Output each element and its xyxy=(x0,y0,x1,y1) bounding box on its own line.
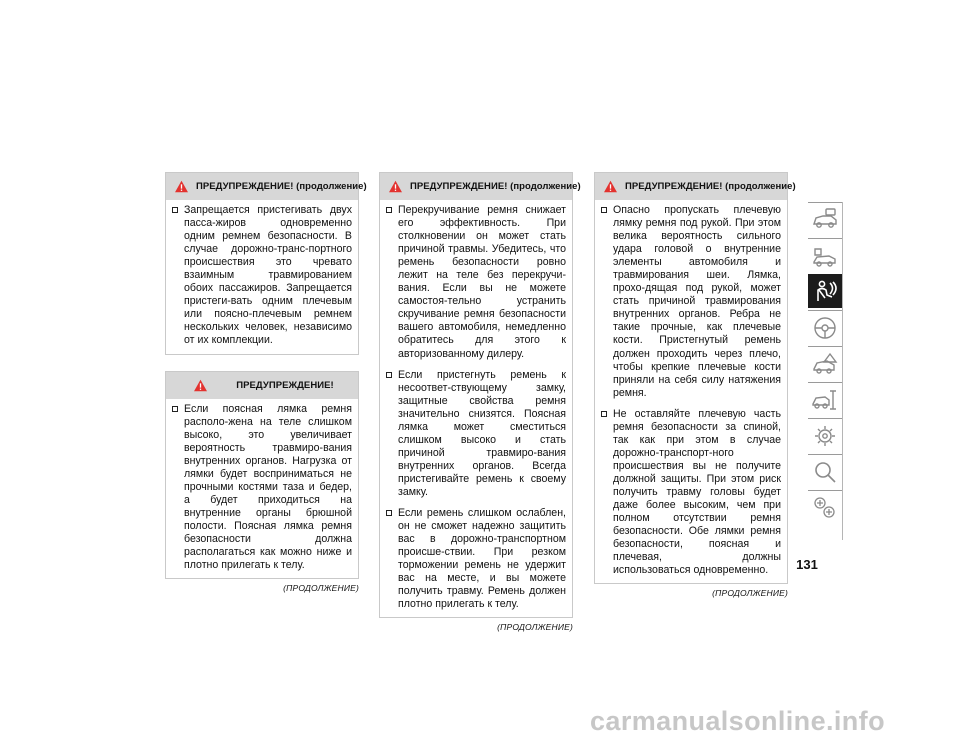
tab-car-breakdown[interactable] xyxy=(808,346,842,380)
language-icon xyxy=(811,495,839,521)
warning-header xyxy=(166,173,367,200)
steering-wheel-icon xyxy=(811,315,839,341)
warning-triangle-icon xyxy=(380,180,410,193)
warning-paragraph: Запрещается пристегивать двух пасса-жиров одновременно одним ремнем безопасности. В случае дорожно-транс-портного происшествия это чревато взаимным травмированием обоих пассажиров. Запрещается пристеги-вать одним плечевым или поясно-плечевым ремнем нескольких человек, независимо от их комплекции. xyxy=(166,200,358,354)
tab-car-info[interactable] xyxy=(808,202,842,236)
warning-title: ПРЕДУПРЕЖДЕНИЕ! xyxy=(236,379,334,391)
column-2 xyxy=(379,172,581,633)
warning-triangle-icon xyxy=(595,180,625,193)
square-bullet-icon xyxy=(386,372,392,378)
warning-box xyxy=(165,371,359,580)
car-info-icon xyxy=(811,207,839,233)
warning-header xyxy=(595,173,796,200)
continued-label: (ПРОДОЛЖЕНИЕ) xyxy=(712,588,788,599)
warning-paragraph: Если пристегнуть ремень к несоответ-ствующему замку, защитные свойства ремня значительно снизятся. Поясная лямка может сместиться слишком высоко и стать причиной травмиро-вания внутренних органов. Всегда пристегивайте ремень к своему замку. xyxy=(380,361,572,499)
car-maintenance-icon xyxy=(811,387,839,413)
square-bullet-icon xyxy=(386,207,392,213)
warning-paragraph: Если поясная лямка ремня располо-жена на теле слишком высоко, это увеличивает вероятность травмиро-вания внутренних органов. Нагрузка от лямки будет восприниматься не прочными костями таза и бедер, а будет приходиться на внутренние органы брюшной полости. Поясная лямка ремня безопасности должна располагаться как можно ниже и плотно прилегать к телу. xyxy=(166,399,358,579)
warning-title: ПРЕДУПРЕЖДЕНИЕ! (продолжение) xyxy=(410,181,581,192)
tab-search-index[interactable] xyxy=(808,454,842,488)
warning-paragraph: Перекручивание ремня снижает его эффективность. При столкновении он может стать причиной травмы. Убедитесь, что ремень безопасности ровно лежит на теле без перекручи-вания. Если вы не можете самостоя-тельно устранить скручивание ремня безопасности вашего автомобиля, немедленно обратитесь для этого к авторизованному дилеру. xyxy=(380,200,572,361)
warning-triangle-icon xyxy=(190,379,210,392)
warning-paragraph: Опасно пропускать плечевую лямку ремня под рукой. При этом велика вероятность сильного удара головой о внутренние элементы автомобиля и травмирования шеи. Лямка, прохо-дящая под рукой, может стать причиной травмирования внутренних органов. Ребра не такие прочные, как плечевые кости. Пристегнутый ремень должен проходить через плечо, чтобы крепкие плечевые кости приняли на себя силу натяжения ремня. xyxy=(595,200,787,400)
square-bullet-icon xyxy=(172,406,178,412)
warning-paragraph: Не оставляйте плечевую часть ремня безопасности за спиной, так как при этом в случае дорожно-транспорт-ного происшествия вы не получите должной защиты. При этом риск получить травму головы будет даже более высоким, чем при полном отсутствии ремня безопасности. Обе лямки ремня безопасности, поясная и плечевая, должны использоваться одновременно. xyxy=(595,400,787,584)
column-1 xyxy=(165,172,367,594)
search-index-icon xyxy=(811,459,839,485)
tab-settings[interactable] xyxy=(808,418,842,452)
seatbelt-safety-icon xyxy=(811,279,839,305)
warning-box xyxy=(379,172,581,618)
square-bullet-icon xyxy=(172,207,178,213)
tab-steering-wheel[interactable] xyxy=(808,310,842,344)
settings-gear-icon xyxy=(811,423,839,449)
chapter-tabs xyxy=(808,202,842,526)
warning-box xyxy=(165,172,367,355)
warning-box xyxy=(594,172,796,584)
car-breakdown-icon xyxy=(811,351,839,377)
warning-title: ПРЕДУПРЕЖДЕНИЕ! (продолжение) xyxy=(196,181,367,192)
column-3 xyxy=(594,172,796,599)
warning-title: ПРЕДУПРЕЖДЕНИЕ! (продолжение) xyxy=(625,181,796,192)
tab-language[interactable] xyxy=(808,490,842,524)
warning-paragraph: Если ремень слишком ослаблен, он не сможет надежно защитить вас в дорожно-транспортном происше-ствии. При резком торможении ремень не удержит вас на месте, и вы можете получить травму. Ремень должен плотно прилегать к телу. xyxy=(380,499,572,617)
tab-seatbelt-safety[interactable] xyxy=(808,274,842,308)
continued-label: (ПРОДОЛЖЕНИЕ) xyxy=(497,622,573,633)
page-number: 131 xyxy=(796,557,818,572)
tab-car-warning[interactable] xyxy=(808,238,842,272)
warning-header xyxy=(380,173,581,200)
car-warning-icon xyxy=(811,243,839,269)
square-bullet-icon xyxy=(601,207,607,213)
tabs-divider xyxy=(842,202,843,540)
watermark: carmanualsonline.info xyxy=(590,706,885,736)
square-bullet-icon xyxy=(601,411,607,417)
warning-triangle-icon xyxy=(166,180,196,193)
tab-car-maintenance[interactable] xyxy=(808,382,842,416)
square-bullet-icon xyxy=(386,510,392,516)
continued-label: (ПРОДОЛЖЕНИЕ) xyxy=(283,583,359,594)
warning-header xyxy=(166,372,358,399)
